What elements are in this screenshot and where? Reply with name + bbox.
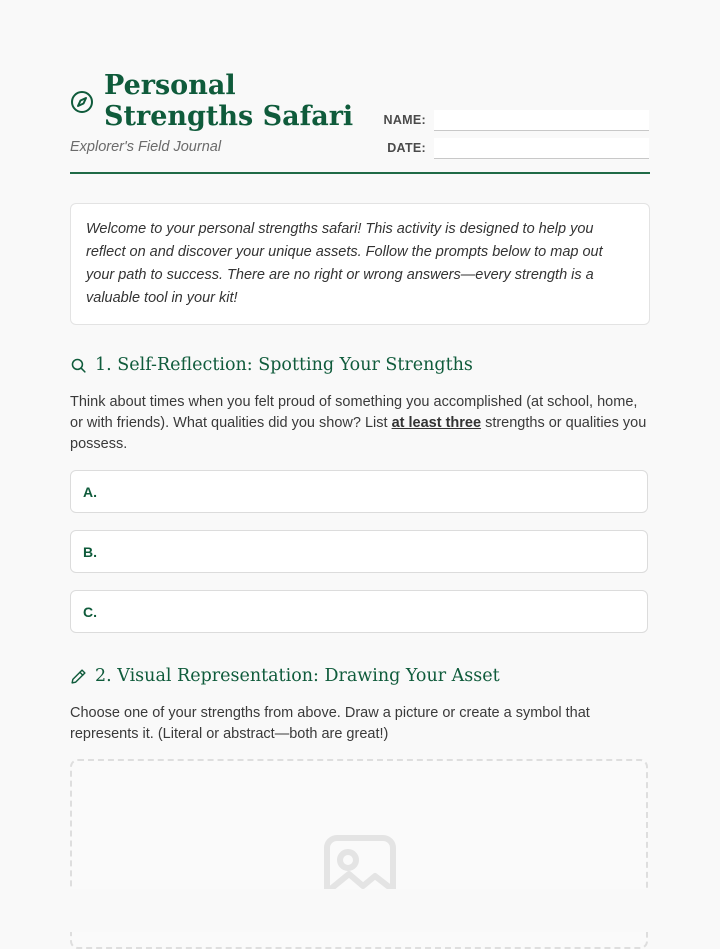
header-divider: [70, 172, 650, 174]
answer-label: C.: [83, 604, 97, 620]
answer-field-c[interactable]: [70, 590, 648, 633]
date-label: DATE:: [387, 141, 426, 155]
name-field[interactable]: [434, 110, 649, 131]
section-2-prompt: Choose one of your strengths from above. Draw a picture or create a symbol that represents it. (Literal or abstract—both are great!): [70, 705, 590, 742]
answer-label: B.: [83, 544, 97, 560]
name-label: NAME:: [383, 113, 426, 127]
prompt-text-end: strengths or qualities you possess.: [70, 415, 647, 452]
page-subtitle: Explorer's Field Journal: [70, 139, 222, 155]
page-bottom-edge: [0, 889, 720, 932]
pencil-icon: [70, 668, 87, 685]
section-2-title: 2. Visual Representation: Drawing Your Asset: [95, 666, 500, 686]
intro-box: [70, 203, 650, 325]
answer-label: A.: [83, 484, 97, 500]
section-1-prompt: [70, 392, 650, 455]
section-2-heading: [70, 666, 500, 686]
prompt-emphasis: at least three: [391, 415, 482, 431]
page-title: Personal Strengths Safari: [104, 70, 354, 132]
answer-field-b[interactable]: [70, 530, 648, 573]
section-1-title: 1. Self-Reflection: Spotting Your Strengths: [95, 355, 473, 375]
answer-field-a[interactable]: [70, 470, 648, 513]
prompt-text-start: Think about times when you felt proud of something you accomplished (at school, home, or with friends). What qualities did you show? List: [70, 394, 638, 431]
section-1-heading: [70, 355, 473, 375]
intro-text: Welcome to your personal strengths safari! This activity is designed to help you reflect on and discover your unique assets. Follow the prompts below to map out your path to success. There are no right or wrong answers—every strength is a valuable tool in your kit!: [86, 221, 603, 306]
date-field[interactable]: [434, 138, 649, 159]
search-icon: [70, 357, 87, 374]
compass-icon: [70, 90, 94, 114]
